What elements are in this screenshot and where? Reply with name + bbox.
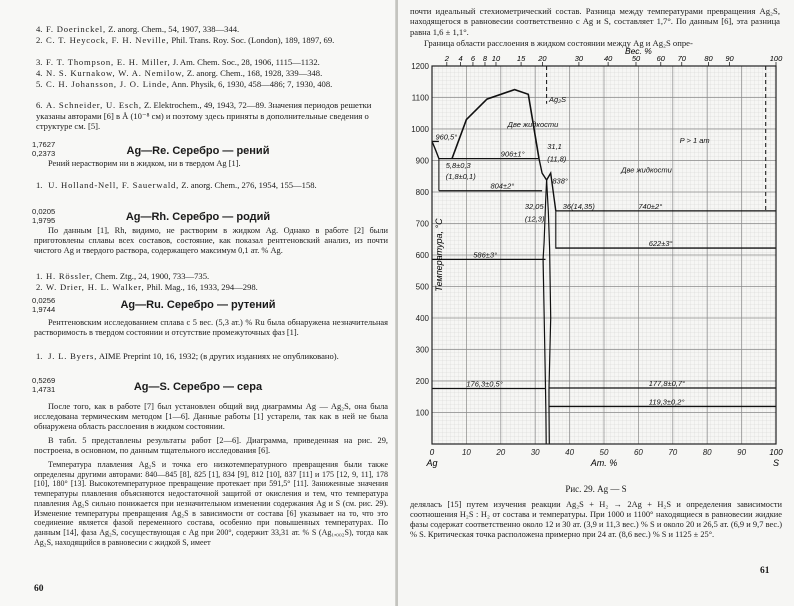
diagram-label: (12,3) [524, 214, 545, 224]
diagram-label: 176,3±0,5° [466, 379, 503, 389]
top-tick-label: 40 [603, 54, 613, 63]
diagram-label: 32,05 [524, 201, 544, 211]
ag2s-low-left [546, 389, 547, 444]
right-top-paragraph-continued: Граница области расслоения в жидком состоянии между Ag и Ag₂S опре- [424, 38, 693, 48]
diagram-label: 586±3° [473, 250, 498, 260]
x-tick-label: 100 [769, 448, 783, 457]
diagram-label: (1,8±0,1) [445, 171, 476, 181]
right-page [398, 0, 794, 606]
x-tick-label: 70 [668, 448, 678, 457]
top-tick-label: 20 [538, 54, 547, 63]
top-tick-label: 80 [704, 54, 713, 63]
paragraph-ag-s-1: После того, как в работе [7] был установлен общий вид диаграммы Ag — Ag₂S, она была исследована термическим методом [1—6]. Данные работы [1] устарели, так как в ней не была обнаружена область расслоения в жидком состоянии. [34, 402, 388, 432]
section-heading-ag-s: Ag—S. Серебро — сера [133, 381, 263, 393]
y-tick-label: 800 [415, 188, 429, 197]
y-tick-label: 1100 [411, 93, 429, 103]
top-tick-label: 60 [656, 54, 665, 63]
reference-item: 6. A. Schneider, U. Esch, Z. Elektrochem., 49, 1943, 72—89. Значения периодов решетки указаны авторами [6] в Å (10⁻⁸ см) и поэтому здесь приняты в дополнительные сведения о структуре см. [5]. [36, 100, 372, 131]
left-page [0, 0, 396, 606]
page-number-left: 60 [34, 584, 44, 594]
diagram-label: 31,1 [547, 142, 562, 152]
diagram-label: 177,8±0,7° [648, 379, 686, 389]
x-axis-label: Ат. % [590, 458, 618, 468]
reference-item: 2. C. T. Heycock, F. H. Neville, Phil. Trans. Roy. Soc. (London), 189, 1897, 69. [36, 35, 335, 46]
x-tick-label: 0 [429, 448, 435, 457]
section-heading-ag-re: Ag—Re. Серебро — рений [126, 145, 270, 157]
y-tick-label: 1000 [411, 125, 429, 134]
phase-diagram-ag-s [398, 46, 794, 472]
reference-item: 4. F. Doerinckel, Z. anorg. Chem., 54, 1907, 338—344. [36, 24, 240, 34]
diagram-label: 119,3±0,2° [648, 397, 685, 407]
diagram-label: 622±3° [648, 239, 673, 249]
right-top-paragraph: почти идеальный стехиометрический состав. Разница между температурами превращения Ag₂S, находящегося в равновесии соответственно с Ag и S, составляет 1,7°. По данным [6], эта разница равна 1,6 ± 1,1°. [410, 6, 780, 37]
diagram-label: 960,5° [435, 132, 458, 142]
paragraph-ag-s-2: В табл. 5 представлены результаты работ [2—6]. Диаграмма, приведенная на рис. 29, построена, в основном, по данным тщательного исследования [6]. [34, 436, 388, 456]
atomic-ratio-ru: 0,0256 1,9744 [32, 296, 56, 314]
top-tick-label: 4 [458, 54, 463, 63]
y-tick-label: 500 [415, 282, 429, 292]
top-tick-label: 100 [769, 54, 783, 63]
y-tick-label: 100 [415, 408, 429, 418]
y-tick-label: 300 [415, 345, 429, 355]
atomic-ratio-re: 1,7627 0,2373 [32, 140, 56, 158]
y-tick-label: 400 [415, 314, 429, 323]
top-tick-label: 50 [631, 54, 641, 63]
paragraph-ag-s-3: Температура плавления Ag₂S и точка его низкотемпературного превращения были также определены другими авторами: 840—845 [8], 825 [1], 834 [9], 812 [10], 837 [11] и 175 [12, 9, 11], 178 [10], 180° [13]. Высокотемпературное превращение протекает при 591,5° [11]. Заниженные значения температуры плавления объясняются недостаточной защитой от окисления и тем, что температура плавления Ag₂S сильно понижается при незначительном изменении содержания Ag и S (см. рис. 29). Изменение температуры превращения Ag₂S в зависимости от состава [6] указывает на то, что это соединение является фазой переменного состава, особенно при повышенных температурах. По данным [14], фаза Ag₂S, сосуществующая с Ag при 200°, содержит 33,31 ат. % S (Ag₁,₀₀₂S), тогда как Ag₂S, находящийся в равновесии с жидкой S, имеет [34, 460, 388, 547]
reference-item: 2. W. Drier, H. L. Walker, Phil. Mag., 16, 1933, 294—298. [36, 282, 258, 293]
y-tick-label: 900 [415, 156, 429, 166]
x-left-element-label: Ag [426, 458, 438, 468]
y-tick-label: 700 [415, 219, 429, 229]
reference-ag-ru: 1. J. L. Byers, AIME Preprint 10, 16, 1932; (в других изданиях не опубликовано). [36, 351, 339, 361]
x-tick-label: 10 [461, 448, 471, 457]
diagram-label: (11,8) [547, 154, 567, 164]
top-tick-label: 2 [444, 54, 449, 63]
top-tick-label: 30 [574, 54, 584, 63]
diagram-label: Две жидкости [507, 120, 559, 129]
diagram-label: Ag₂S [548, 94, 567, 104]
top-tick-label: 8 [482, 54, 488, 63]
y-tick-label: 600 [415, 251, 429, 260]
diagram-label: P > 1 ат [679, 135, 710, 145]
diagram-label: 838° [552, 176, 568, 186]
figure-caption: Рис. 29. Ag — S [565, 484, 627, 494]
atomic-ratio-s: 0,5269 1,4731 [32, 376, 56, 394]
top-tick-label: 15 [516, 54, 526, 63]
x-tick-label: 30 [530, 448, 540, 457]
right-bottom-paragraph: деляласъ [15] путем изучения реакции Ag₂S + H₂ → 2Ag + H₂S и определения зависимости соотношения H₂S : H₂ от состава и температуры. При 1000 и 1100° находящиеся в равновесии жидкие фазы содержат соответственно около 12 и 30 ат. (3,9 и 11,3 вес.) % S и около 20 и 26,5 ат. (6,9 и 9,7 вес.) % S. Критическая точка расположена примерно при 24 ат. (8,6 вес.) % S и 1125 ± 25°. [410, 500, 782, 539]
reference-item: 5. C. H. Johansson, J. O. Linde, Ann. Physik, 6, 1930, 458—486; 7, 1930, 408. [36, 79, 333, 89]
x-tick-label: 20 [496, 448, 506, 457]
section-heading-ag-ru: Ag—Ru. Серебро — рутений [120, 299, 276, 311]
top-tick-label: 70 [677, 54, 686, 63]
top-axis-label: Вес. % [624, 46, 652, 56]
reference-item: 1. H. Rössler, Chem. Ztg., 24, 1900, 733—735. [36, 271, 210, 281]
reference-item: 4. N. S. Kurnakow, W. A. Nemilow, Z. anorg. Chem., 168, 1928, 339—348. [36, 67, 323, 78]
x-tick-label: 90 [737, 448, 747, 457]
paragraph-ag-ru: Рентгеновским исследованием сплава с 5 вес. (5,3 ат.) % Ru была обнаружена незначительная растворимость в твердом состоянии и отсутствие промежуточных фаз [1]. [34, 318, 388, 338]
reference-ag-re: 1. U. Holland-Nell, F. Sauerwald, Z. anorg. Chem., 276, 1954, 155—158. [36, 180, 317, 190]
diagram-label: 804±2° [490, 181, 515, 191]
atomic-ratio-rh: 0,0205 1,9795 [32, 207, 56, 225]
diagram-label: 36(14,35) [562, 201, 595, 211]
diagram-label: 740±2° [638, 201, 663, 211]
top-tick-label: 10 [491, 54, 501, 63]
section-heading-ag-rh: Ag—Rh. Серебро — родий [125, 211, 271, 223]
paragraph-ag-re: Рений нерастворим ни в жидком, ни в твердом Ag [1]. [48, 159, 241, 168]
paragraph-ag-rh: По данным [1], Rh, видимо, не растворим в жидком Ag. Однако в работе [2] были приготовлены сплавы всех составов, состояние, как показал рентгеновский анализ, из почти чистого Ag и твердого раствора, содержащего максимум 0,1 ат. % Ag. [34, 226, 388, 256]
top-tick-label: 90 [725, 54, 734, 63]
diagram-label: Две жидкости [621, 165, 672, 175]
y-tick-label: 200 [415, 377, 429, 386]
x-tick-label: 80 [702, 448, 712, 457]
y-tick-label: 1200 [411, 62, 429, 71]
top-tick-label: 6 [470, 54, 476, 63]
x-tick-label: 50 [599, 448, 609, 457]
page-number-right: 61 [760, 566, 770, 576]
x-tick-label: 60 [633, 448, 643, 457]
y-axis-label: Температура, °С [434, 218, 444, 292]
diagram-label: 5,8±0,3 [445, 160, 471, 170]
x-tick-label: 40 [565, 448, 575, 457]
diagram-label: 906±1° [500, 149, 525, 159]
reference-item: 3. F. T. Thompson, E. H. Miller, J. Am. Chem. Soc., 28, 1906, 1115—1132. [36, 56, 320, 67]
x-right-element-label: S [772, 458, 780, 468]
